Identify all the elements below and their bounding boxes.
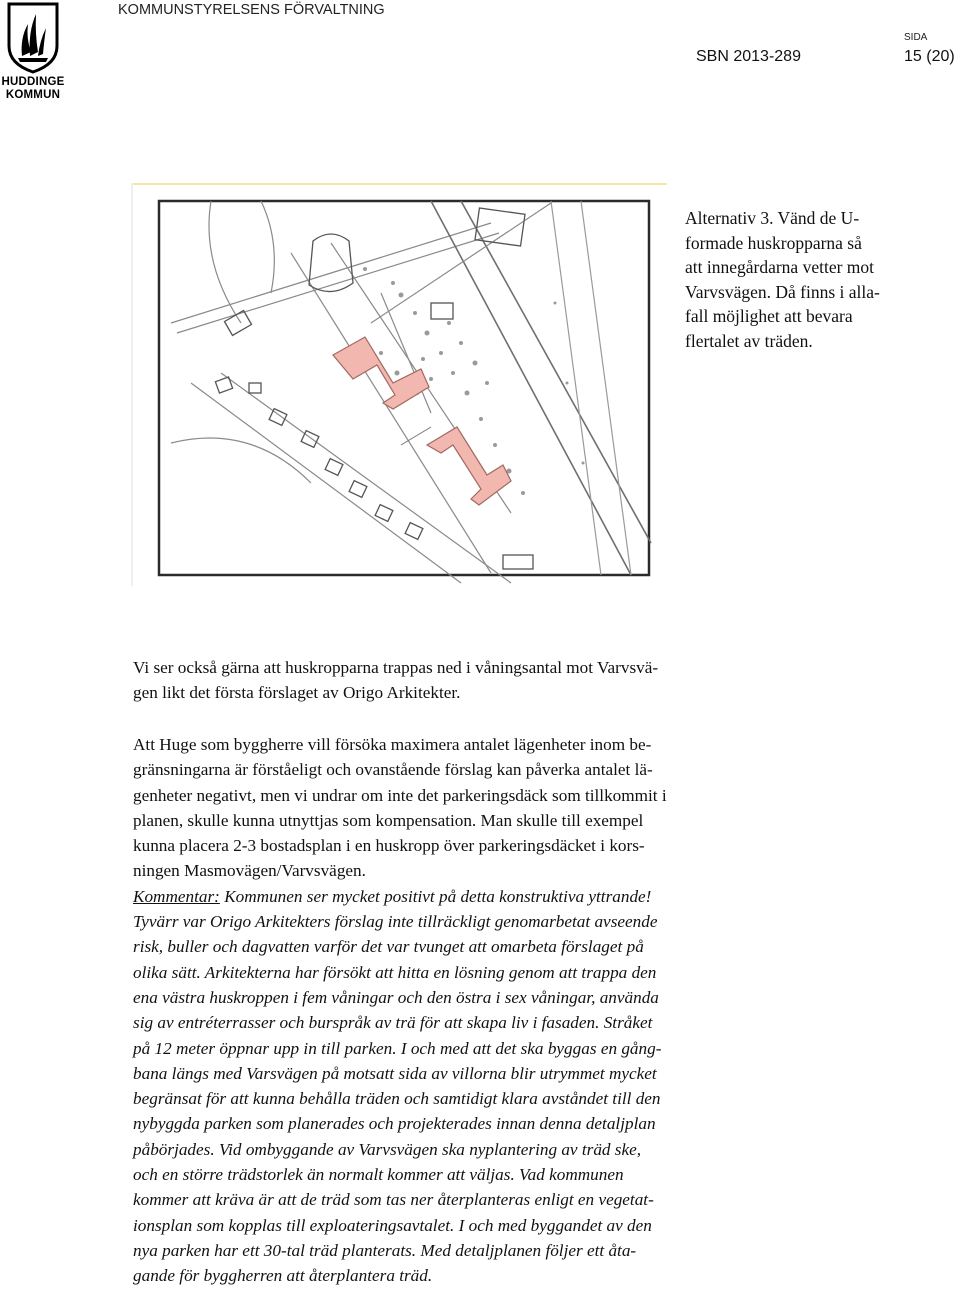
paragraph-line: genheter negativt, men vi undrar om inte det parkeringsdäck som tillkommit i [133, 785, 667, 805]
page-label: SIDA [904, 32, 928, 43]
comment-line: gande för byggherren att återplantera träd. [133, 1266, 433, 1286]
comment-line: ionsplan som kopplas till exploateringsavtalet. I och med byggandet av den [133, 1215, 652, 1235]
comment-line: på 12 meter öppnar upp in till parken. I och med att det ska byggas en gång- [133, 1038, 662, 1058]
paragraph-line: Vi ser också gärna att huskropparna trappas ned i våningsantal mot Varvsvä- [133, 658, 659, 677]
caption-line: formade huskropparna så [685, 232, 862, 253]
comment-first-text: Kommunen ser mycket positivt på detta konstruktiva yttrande! [219, 886, 652, 906]
caption-line: flertalet av träden. [685, 330, 813, 351]
comment-label: Kommentar: [133, 886, 220, 906]
comment-line: och en större trädstorlek än normalt kommer att väljas. Vad kommunen [133, 1165, 624, 1185]
municipality-crest-icon [6, 2, 60, 74]
comment-line: ena västra huskroppen i fem våningar och den östra i sex våningar, använda [133, 987, 659, 1007]
paragraph-line: ningen Masmovägen/Varvsvägen. [133, 861, 366, 881]
comment-line: sig av entréterrasser och burspråk av trä för att skapa liv i fasaden. Stråket [133, 1013, 653, 1033]
huddinge-logo [0, 0, 66, 108]
comment-line: bana längs med Varsvägen på motsatt sida av villorna blir utrymmet mycket [133, 1063, 657, 1083]
paragraph-developer-comment [133, 732, 823, 1289]
caption-line: Varvsvägen. Då finns i alla- [685, 281, 880, 302]
paragraph-storey-stepping [133, 655, 833, 705]
comment-line: Tyvärr var Origo Arkitekters förslag inte tillräckligt genomarbetat avseende [133, 912, 658, 932]
logo-line-huddinge: HUDDINGE [1, 76, 65, 88]
logo-line-kommun: KOMMUN [5, 89, 61, 101]
figure-caption [685, 206, 945, 354]
comment-line: begränsat för att kunna behålla träden och samtidigt klara avståndet till den [133, 1089, 661, 1109]
paragraph-line: gränsningarna är förståeligt och ovanstående förslag kan påverka antalet lä- [133, 760, 653, 780]
organization-name: KOMMUNSTYRELSENS FÖRVALTNING [118, 2, 385, 18]
comment-line: påbörjades. Vid ombyggande av Varvsvägen ska nyplantering av träd ske, [133, 1139, 642, 1159]
document-number: SBN 2013-289 [696, 48, 801, 65]
page-number: 15 (20) [904, 48, 955, 65]
caption-line: att innegårdarna vetter mot [685, 257, 875, 278]
comment-line: olika sätt. Arkitekterna har försökt att hitta en lösning genom att trappa den [133, 962, 657, 982]
caption-line: Alternativ 3. Vänd de U- [685, 208, 860, 228]
comment-line: nya parken har ett 30-tal träd planterats. Med detaljplanen följer ett åta- [133, 1240, 637, 1260]
comment-line: risk, buller och dagvatten varför det var tvunget att omarbeta förslaget på [133, 937, 644, 957]
paragraph-line: gen likt det första förslaget av Origo Arkitekter. [133, 683, 461, 702]
comment-heading-line [133, 884, 823, 909]
paragraph-line: Att Huge som byggherre vill försöka maximera antalet lägenheter inom be- [133, 735, 652, 754]
paragraph-line: planen, skulle kunna utnyttjas som kompensation. Man skulle till exempel [133, 810, 644, 830]
comment-line: kommer att kräva är att de träd som tas ner återplanteras enligt en vegetat- [133, 1190, 654, 1210]
caption-line: fall möjlighet att bevara [685, 306, 853, 327]
site-plan-map [131, 183, 667, 586]
site-plan-figure [131, 183, 667, 586]
comment-line: nybyggda parken som planerades och projekterades innan denna detaljplan [133, 1114, 656, 1134]
paragraph-line: kunna placera 2-3 bostadsplan i en huskropp över parkeringsdäcket i kors- [133, 836, 645, 856]
